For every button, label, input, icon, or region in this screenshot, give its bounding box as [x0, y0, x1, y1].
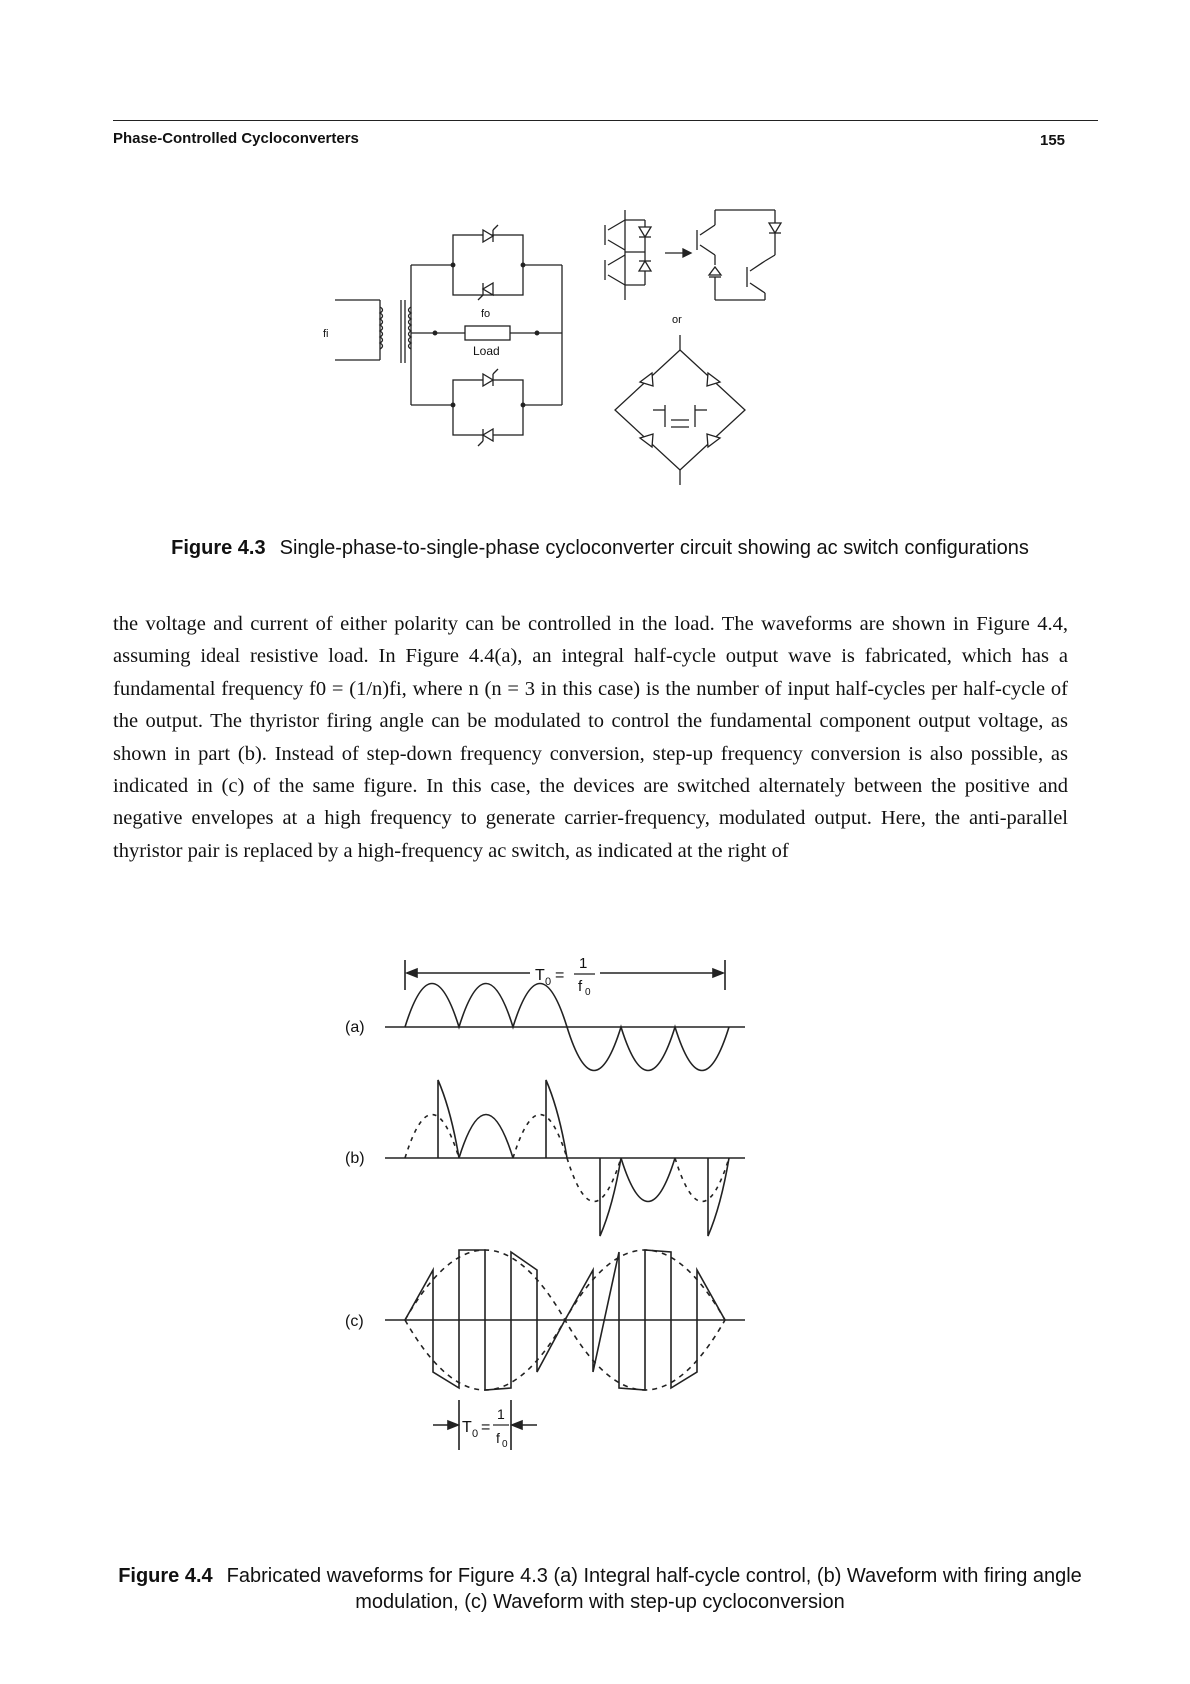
figure-4-3-label: Figure 4.3: [171, 537, 266, 559]
panel-label-b: (b): [345, 1150, 365, 1167]
figure-4-3-caption-text: Single-phase-to-single-phase cycloconverter circuit showing ac switch configurations: [279, 537, 1029, 559]
period-bottom-T: T: [462, 1419, 472, 1436]
period-top-den-sub: 0: [585, 987, 591, 998]
panel-label-a: (a): [345, 1019, 365, 1036]
or-label: or: [672, 314, 682, 326]
period-top-T: T: [535, 967, 545, 984]
running-head: Phase-Controlled Cycloconverters: [113, 130, 359, 147]
ac-switch-igbt-pair-series: [605, 210, 651, 300]
waveform-b: [385, 1080, 745, 1236]
figure-4-4-diagram: [345, 955, 775, 1550]
waveform-c: [385, 1250, 745, 1390]
load-label: Load: [473, 344, 500, 358]
ac-switch-diode-bridge: [615, 335, 745, 485]
figure-4-4-label: Figure 4.4: [118, 1565, 213, 1587]
period-bottom-eq: =: [481, 1419, 491, 1436]
figure-4-4-caption: [115, 1563, 1085, 1615]
waveform-a: [385, 984, 745, 1071]
period-bottom-den-sub: 0: [502, 1439, 508, 1450]
ac-switch-igbt-pair-parallel: [697, 210, 781, 300]
period-bottom-num: 1: [497, 1406, 505, 1422]
header-rule: [113, 120, 1098, 121]
input-frequency-label: fi: [323, 328, 329, 340]
figure-4-3-diagram: [323, 205, 855, 525]
period-top-sub: 0: [545, 976, 552, 988]
period-bottom-den: f: [496, 1430, 500, 1446]
arrow: [665, 249, 691, 257]
figure-4-3-caption: [150, 535, 1050, 561]
figure-4-4-caption-text: Fabricated waveforms for Figure 4.3 (a) Integral half-cycle control, (b) Waveform with firing angle modulation, (c) Waveform with step-up cycloconversion: [226, 1565, 1082, 1613]
transformer: [335, 265, 411, 405]
period-top-eq: =: [555, 967, 565, 984]
period-bottom-sub: 0: [472, 1428, 479, 1440]
upper-thyristor-pair: [411, 225, 562, 300]
period-top-den: f: [578, 978, 583, 995]
page-number: 155: [1040, 132, 1066, 149]
body-paragraph: the voltage and current of either polarity can be controlled in the load. The waveforms are shown in Figure 4.4, assuming ideal resistive load. In Figure 4.4(a), an integral half-cycle output wave is fabricated, which has a fundamental frequency f0 = (1/n)fi, where n (n = 3 in this case) is the number of input half-cycles per half-cycle of the output. The thyristor firing angle can be modulated to control the fundamental component output voltage, as shown in part (b). Instead of step-down frequency conversion, step-up frequency conversion is also possible, as indicated in (c) of the same figure. In this case, the devices are switched alternately between the positive and negative envelopes at a high frequency to generate carrier-frequency, modulated output. Here, the anti-parallel thyristor pair is replaced by a high-frequency ac switch, as indicated at the right of: [113, 613, 1068, 862]
output-frequency-label: fo: [481, 308, 491, 320]
lower-thyristor-pair: [411, 369, 562, 446]
period-marker-top: [405, 960, 725, 990]
panel-label-c: (c): [345, 1313, 364, 1330]
period-top-num: 1: [579, 955, 588, 972]
